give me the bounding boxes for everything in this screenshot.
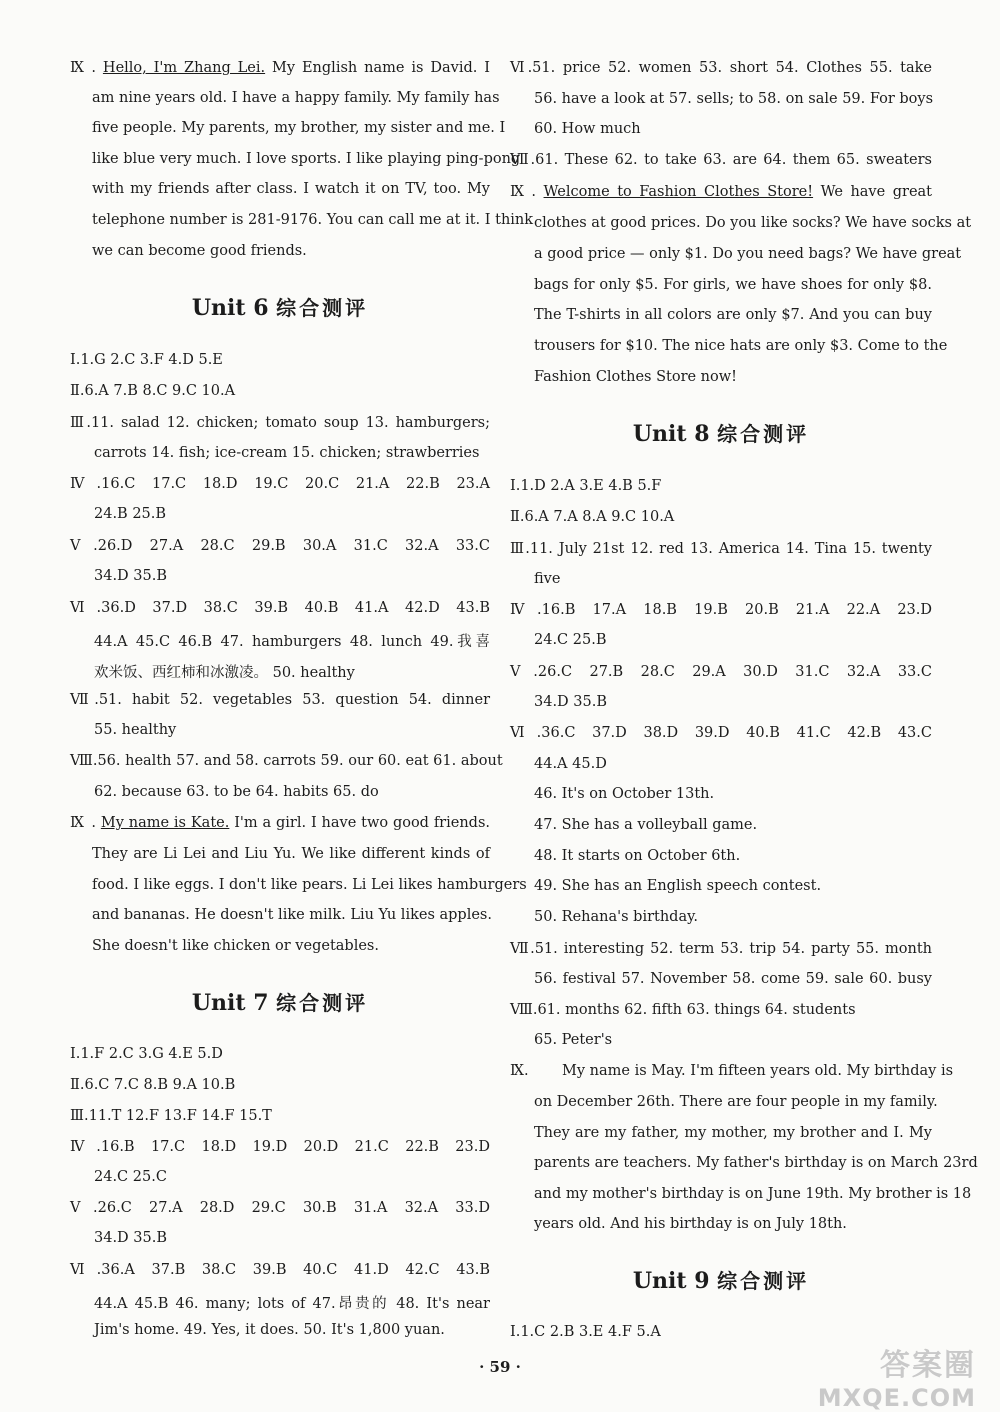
answer-line: 24.B 25.B [94, 506, 167, 522]
answer-line: Ⅳ.16.C 17.C 18.D 19.C 20.C 21.A 22.B 23.A [70, 476, 490, 492]
answer-line: Ⅷ.56. health 57. and 58. carrots 59. our 60. eat 61. about [70, 753, 503, 769]
answer-line: Ⅵ.51. price 52. women 53. short 54. Clothes 55. take [510, 60, 932, 76]
answer-line: Ⅸ. My name is Kate. I'm a girl. I have two good friends. [70, 815, 491, 831]
unit-8-title: Unit 8 综合测评 [632, 421, 810, 447]
answer-line: 34.D 35.B [534, 694, 608, 710]
answer-line: The T-shirts in all colors are only $7. And you can buy [534, 307, 932, 323]
answer-line: like blue very much. I love sports. I like playing ping-pong [92, 151, 521, 167]
answer-line: 47. She has a volleyball game. [534, 817, 758, 833]
answer-line: we can become good friends. [92, 243, 307, 259]
page-number: · 59 · [479, 1358, 521, 1376]
unit-9-title: Unit 9 综合测评 [632, 1268, 810, 1294]
answer-line: Ⅴ.26.C 27.A 28.D 29.C 30.B 31.A 32.A 33.D [70, 1200, 490, 1216]
answer-line: 55. healthy [94, 722, 177, 738]
answer-line: 34.D 35.B [94, 1230, 168, 1246]
answer-line: They are Li Lei and Liu Yu. We like different kinds of [92, 846, 490, 862]
answer-line: 49. She has an English speech contest. [534, 878, 822, 894]
answer-line: five people. My parents, my brother, my sister and me. I [92, 120, 506, 136]
answer-line: Fashion Clothes Store now! [534, 369, 737, 385]
answer-line: 48. It starts on October 6th. [534, 848, 741, 864]
answer-line: Ⅶ.61. These 62. to take 63. are 64. them 65. sweaters [510, 152, 932, 168]
answer-line: They are my father, my mother, my brother and I. My [534, 1125, 932, 1141]
answer-line: 60. How much [534, 121, 641, 137]
answer-line: parents are teachers. My father's birthday is on March 23rd [534, 1155, 978, 1171]
answer-line: 44.A 45.C 46.B 47. hamburgers 48. lunch 49.我喜 [94, 634, 490, 650]
answer-line: 欢米饭、西红柿和冰激凌。 50. healthy [94, 665, 355, 681]
answer-line: 24.C 25.B [534, 632, 607, 648]
answer-line: My name is May. I'm fifteen years old. My birthday is [562, 1063, 954, 1079]
answer-line: Ⅳ.16.B 17.C 18.D 19.D 20.D 21.C 22.B 23.D [70, 1139, 490, 1155]
answer-line: and bananas. He doesn't like milk. Liu Yu likes apples. [92, 907, 492, 923]
answer-line: telephone number is 281-9176. You can call me at it. I think [92, 212, 534, 228]
answer-line: 62. because 63. to be 64. habits 65. do [94, 784, 379, 800]
answer-line: Ⅱ.6.A 7.B 8.C 9.C 10.A [70, 383, 236, 399]
answer-line: 44.A 45.B 46. many; lots of 47.昂贵的 48. It's near [94, 1296, 490, 1312]
answer-line: She doesn't like chicken or vegetables. [92, 938, 379, 954]
answer-line: 56. have a look at 57. sells; to 58. on sale 59. For boys [534, 91, 934, 107]
answer-line: clothes at good prices. Do you like socks? We have socks at [534, 215, 972, 231]
answer-line: five [534, 571, 561, 587]
answer-line: Ⅵ.36.A 37.B 38.C 39.B 40.C 41.D 42.C 43.B [70, 1262, 490, 1278]
answer-line: Ⅸ. [510, 1063, 529, 1079]
answer-line: Ⅰ.1.C 2.B 3.E 4.F 5.A [510, 1324, 661, 1340]
answer-line: Ⅲ.11.T 12.F 13.F 14.F 15.T [70, 1108, 272, 1124]
answer-line: years old. And his birthday is on July 18th. [534, 1216, 847, 1232]
answer-line: am nine years old. I have a happy family. My family has [92, 90, 500, 106]
answer-line: Ⅷ.61. months 62. fifth 63. things 64. students [510, 1002, 856, 1018]
answer-line: carrots 14. fish; ice-cream 15. chicken; strawberries [94, 445, 480, 461]
answer-line: trousers for $10. The nice hats are only $3. Come to the [534, 338, 948, 354]
answer-line: a good price — only $1. Do you need bags? We have great [534, 246, 962, 262]
answer-line: Ⅰ.1.F 2.C 3.G 4.E 5.D [70, 1046, 223, 1062]
answer-line: with my friends after class. I watch it on TV, too. My [92, 181, 490, 197]
answer-line: on December 26th. There are four people in my family. [534, 1094, 938, 1110]
unit-6-title: Unit 6 综合测评 [191, 295, 369, 321]
answer-line: Ⅶ.51. interesting 52. term 53. trip 54. party 55. month [510, 941, 932, 957]
answer-line: Ⅱ.6.A 7.A 8.A 9.C 10.A [510, 509, 675, 525]
answer-line: 50. Rehana's birthday. [534, 909, 698, 925]
watermark: 答案圈 MXQE.COM [817, 1348, 976, 1412]
answer-line: Ⅲ.11. July 21st 12. red 13. America 14. Tina 15. twenty [510, 541, 932, 557]
answer-line: Jim's home. 49. Yes, it does. 50. It's 1,800 yuan. [94, 1322, 445, 1338]
answer-line: 56. festival 57. November 58. come 59. sale 60. busy [534, 971, 932, 987]
answer-line: 34.D 35.B [94, 568, 168, 584]
answer-line: Ⅰ.1.D 2.A 3.E 4.B 5.F [510, 478, 662, 494]
answer-line: Ⅲ.11. salad 12. chicken; tomato soup 13. hamburgers; [70, 415, 490, 431]
answer-line: Ⅴ.26.D 27.A 28.C 29.B 30.A 31.C 32.A 33.C [70, 538, 490, 554]
answer-line: Ⅴ.26.C 27.B 28.C 29.A 30.D 31.C 32.A 33.C [510, 664, 932, 680]
answer-line: Ⅶ.51. habit 52. vegetables 53. question 54. dinner [70, 692, 490, 708]
answer-line: 65. Peter's [534, 1032, 613, 1048]
answer-line: bags for only $5. For girls, we have shoes for only $8. [534, 277, 932, 293]
answer-line: 24.C 25.C [94, 1169, 167, 1185]
answer-line: Ⅱ.6.C 7.C 8.B 9.A 10.B [70, 1077, 236, 1093]
answer-line: 46. It's on October 13th. [534, 786, 715, 802]
answer-line: food. I like eggs. I don't like pears. Li Lei likes hamburgers [92, 877, 527, 893]
answer-line: Ⅸ. Hello, I'm Zhang Lei. My English name is David. I [70, 60, 490, 76]
unit-7-title: Unit 7 综合测评 [191, 990, 369, 1016]
answer-line: Ⅰ.1.G 2.C 3.F 4.D 5.E [70, 352, 223, 368]
answer-line: and my mother's birthday is on June 19th. My brother is 18 [534, 1186, 972, 1202]
answer-line: Ⅵ.36.C 37.D 38.D 39.D 40.B 41.C 42.B 43.C [510, 725, 932, 741]
answer-line: Ⅸ. Welcome to Fashion Clothes Store! We have great [510, 184, 932, 200]
answer-line: Ⅵ.36.D 37.D 38.C 39.B 40.B 41.A 42.D 43.B [70, 600, 490, 616]
answer-line: Ⅳ.16.B 17.A 18.B 19.B 20.B 21.A 22.A 23.D [510, 602, 932, 618]
answer-line: 44.A 45.D [534, 756, 607, 772]
